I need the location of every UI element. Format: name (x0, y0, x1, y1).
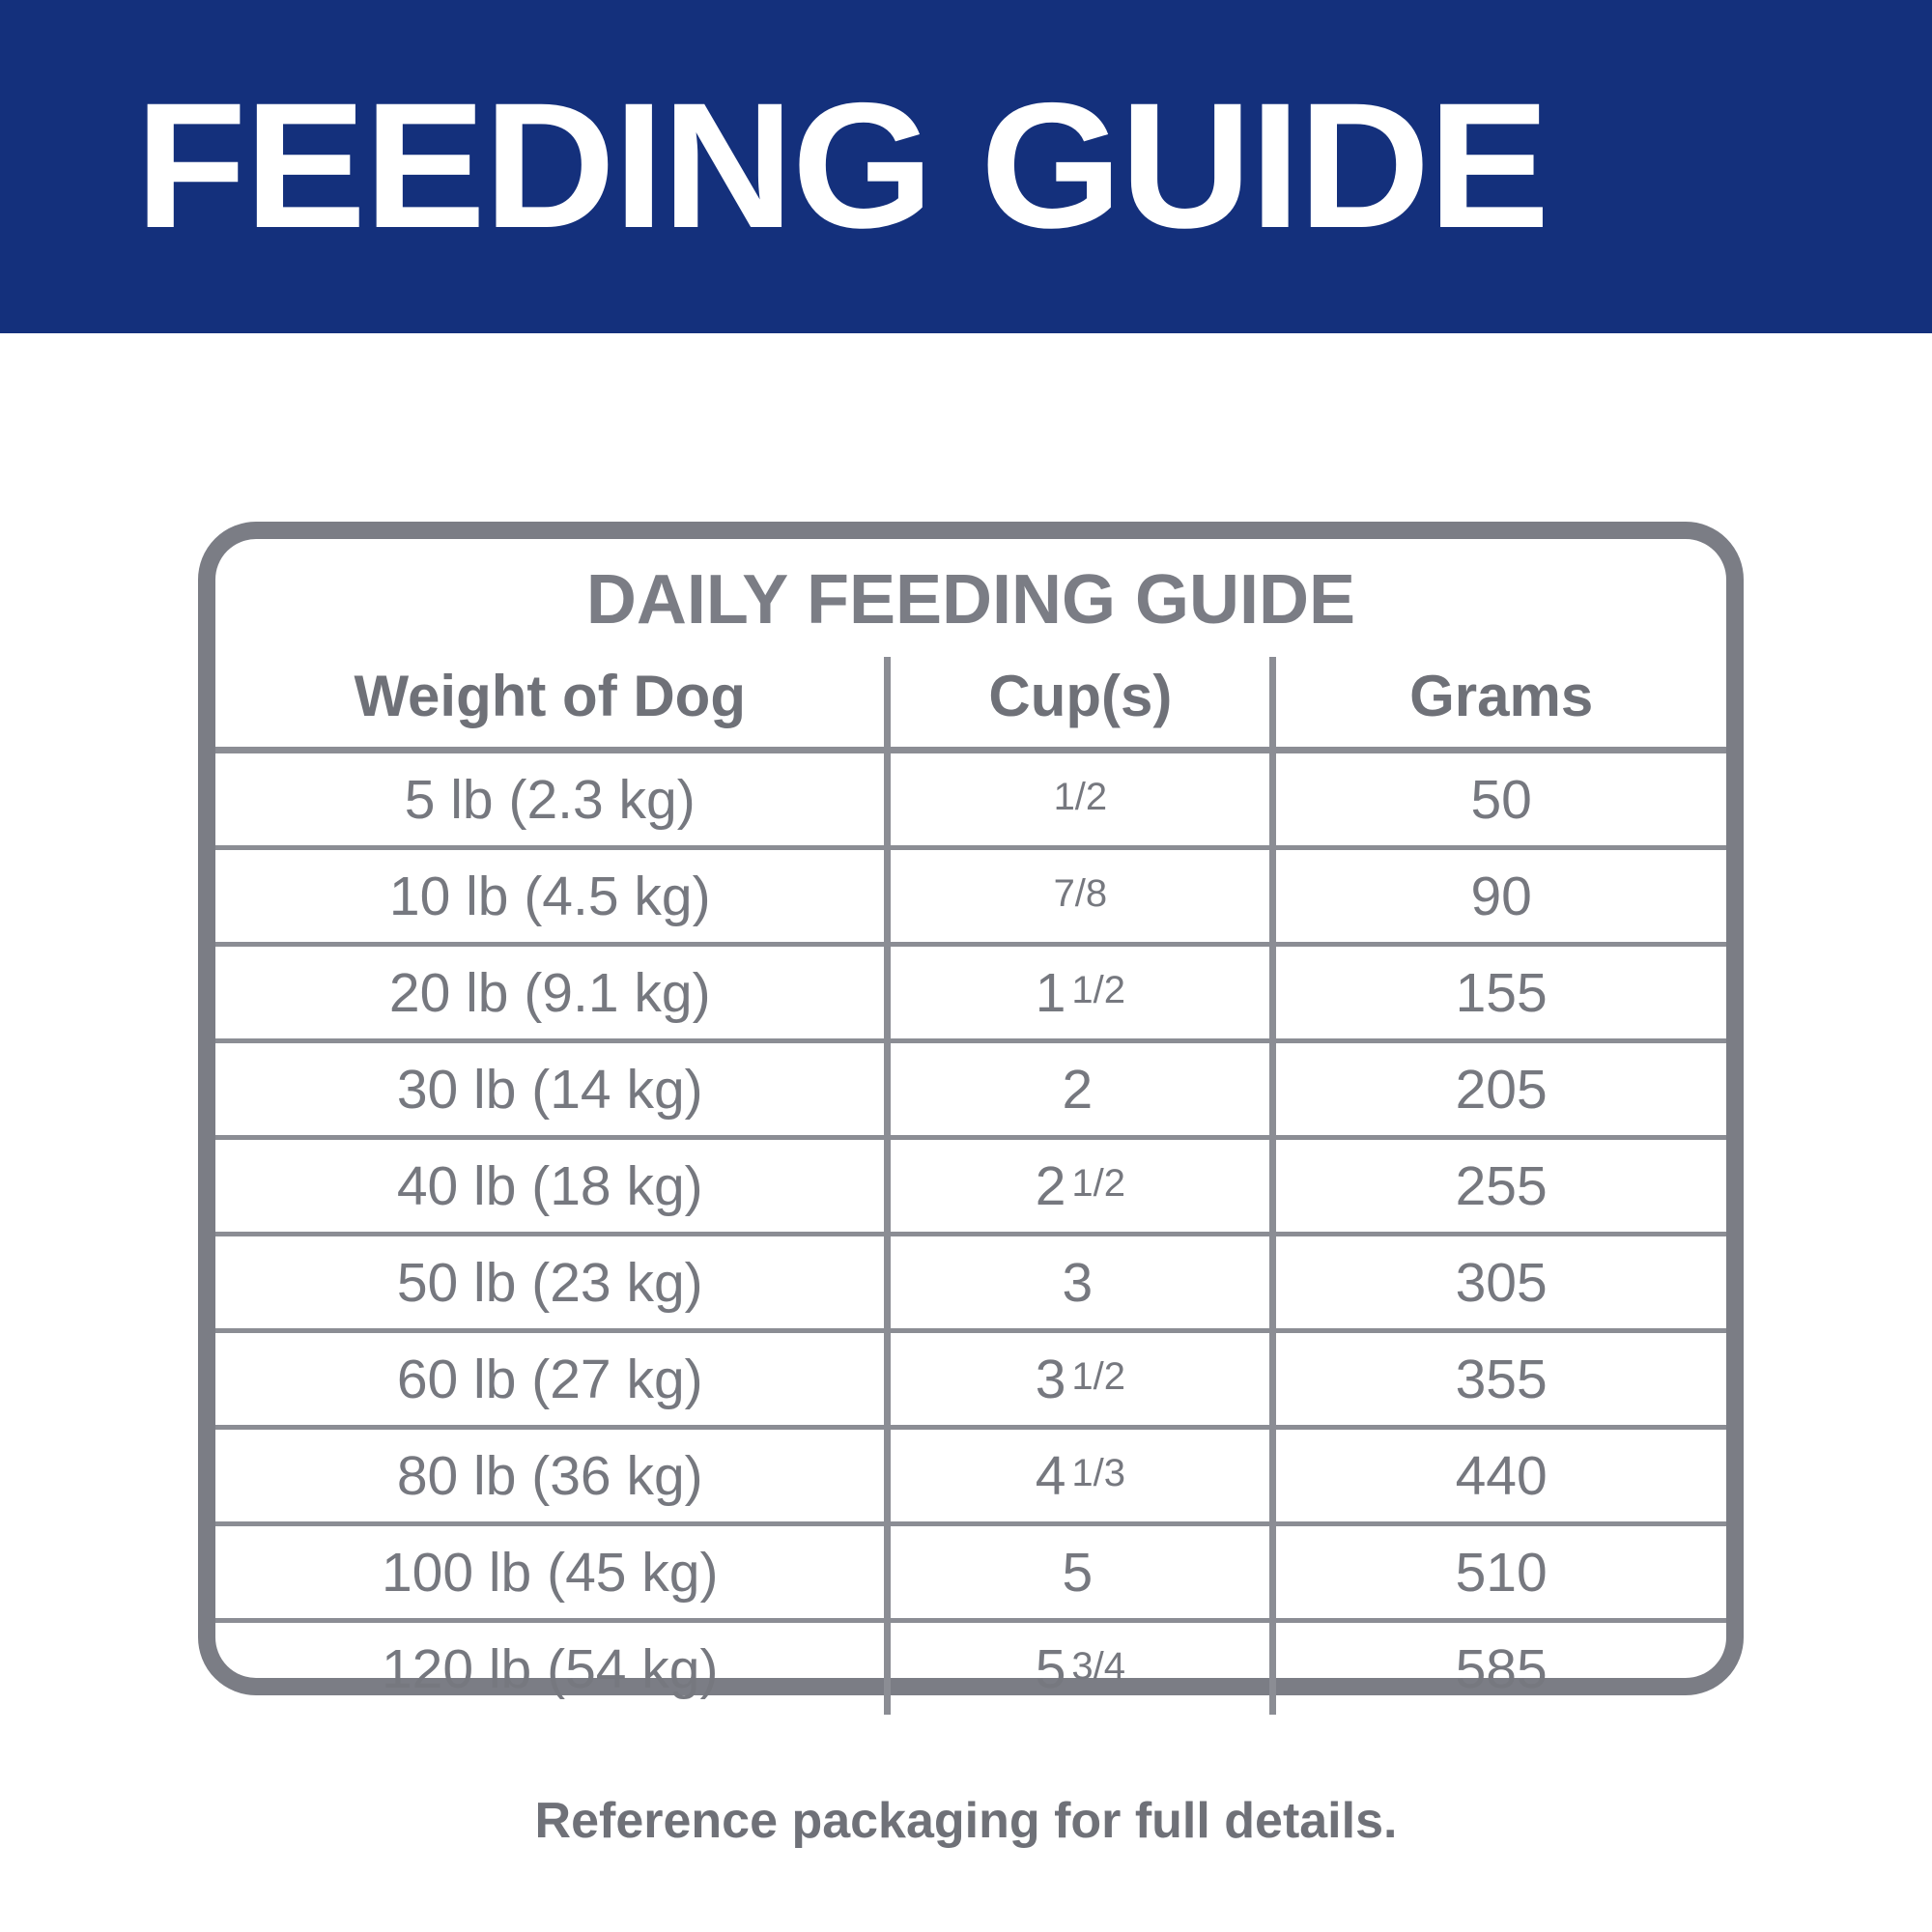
cell-weight: 10 lb (4.5 kg) (215, 848, 888, 945)
cups-whole-number: 4 (1035, 1444, 1066, 1507)
cell-cups (888, 1524, 1273, 1621)
page-title: FEEDING GUIDE (135, 67, 1548, 266)
header-banner (0, 0, 1932, 333)
table-row (215, 1621, 1726, 1716)
cell-weight: 120 lb (54 kg) (215, 1621, 888, 1716)
cell-cups (888, 751, 1273, 848)
cups-fraction: 3/4 (1071, 1644, 1126, 1688)
cell-weight: 30 lb (14 kg) (215, 1041, 888, 1138)
cups-fraction: 1/2 (1071, 968, 1126, 1011)
cups-fraction: 1/2 (1071, 1161, 1126, 1205)
feeding-table (215, 657, 1726, 1715)
cups-whole-number: 2 (1035, 1154, 1066, 1217)
cell-cups (888, 1041, 1273, 1138)
cell-grams: 510 (1273, 1524, 1726, 1621)
cell-grams: 440 (1273, 1428, 1726, 1524)
cell-cups (888, 945, 1273, 1041)
cell-grams: 585 (1455, 1637, 1548, 1700)
cups-whole-number: 1 (1035, 961, 1066, 1024)
cell-cups (888, 1138, 1273, 1235)
footnote: Reference packaging for full details. (534, 1793, 1398, 1849)
column-header-weight: Weight of Dog (215, 657, 888, 751)
cell-cups (888, 848, 1273, 945)
cell-weight: 40 lb (18 kg) (215, 1138, 888, 1235)
cups-fraction: 1/2 (1053, 775, 1108, 818)
cell-cups (888, 1331, 1273, 1428)
cell-grams: 205 (1273, 1041, 1726, 1138)
column-header-grams: Grams (1273, 657, 1726, 751)
cell-weight: 5 lb (2.3 kg) (215, 751, 888, 848)
cell-weight: 100 lb (45 kg) (215, 1524, 888, 1621)
cups-whole-number: 3 (1062, 1251, 1094, 1314)
table-row (215, 1524, 1726, 1621)
cups-whole-number: 5 (1062, 1541, 1094, 1604)
table-row (215, 1428, 1726, 1524)
table-row (215, 1041, 1726, 1138)
cell-grams: 255 (1273, 1138, 1726, 1235)
table-row (215, 1138, 1726, 1235)
table-row (215, 848, 1726, 945)
table-row (215, 1331, 1726, 1428)
feeding-table-body (215, 751, 1726, 1716)
cell-cups (888, 1235, 1273, 1331)
table-row (215, 751, 1726, 848)
column-header-cups: Cup(s) (888, 657, 1273, 751)
table-header-row (215, 657, 1726, 751)
table-row (215, 1235, 1726, 1331)
cell-weight: 60 lb (27 kg) (215, 1331, 888, 1428)
cell-weight: 20 lb (9.1 kg) (215, 945, 888, 1041)
cups-fraction: 1/3 (1071, 1451, 1126, 1494)
daily-feeding-guide-card (198, 522, 1744, 1700)
cups-fraction: 1/2 (1071, 1354, 1126, 1398)
cups-whole-number: 3 (1035, 1348, 1066, 1410)
cell-cups (888, 1428, 1273, 1524)
cell-grams: 155 (1273, 945, 1726, 1041)
cell-grams: 305 (1273, 1235, 1726, 1331)
cell-weight: 50 lb (23 kg) (215, 1235, 888, 1331)
cups-fraction: 7/8 (1053, 871, 1108, 915)
cell-cups (888, 1621, 1273, 1716)
cell-grams: 355 (1273, 1331, 1726, 1428)
cups-whole-number: 5 (1035, 1637, 1066, 1700)
cups-whole-number: 2 (1062, 1058, 1094, 1121)
table-row (215, 945, 1726, 1041)
cell-grams: 90 (1273, 848, 1726, 945)
cell-grams: 50 (1273, 751, 1726, 848)
cell-weight: 80 lb (36 kg) (215, 1428, 888, 1524)
card-title: DAILY FEEDING GUIDE (585, 561, 1356, 639)
